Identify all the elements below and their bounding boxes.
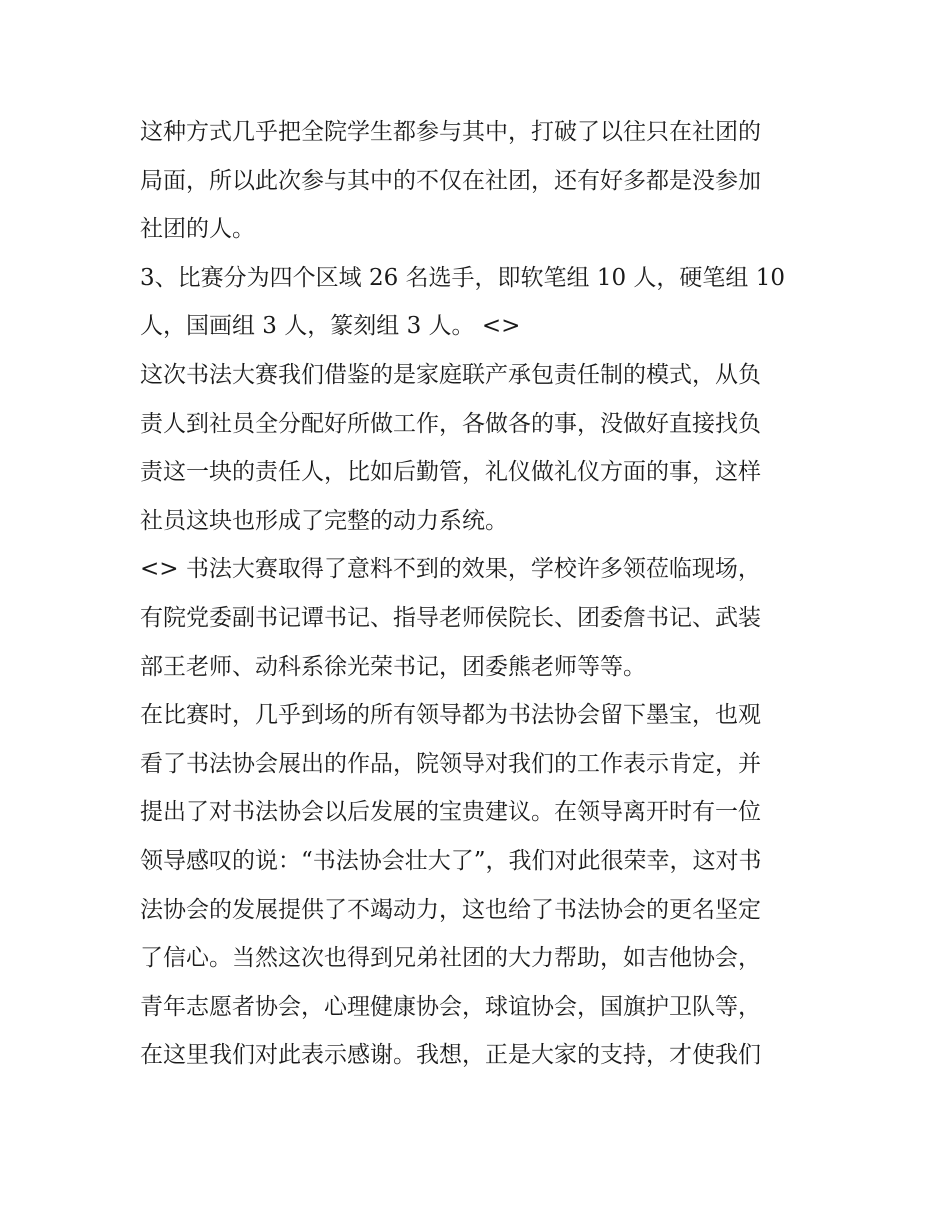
text-line: 在这里我们对此表示感谢。我想，正是大家的支持，才使我们 (140, 1042, 761, 1069)
text-line: 社团的人。 (140, 216, 255, 243)
text-line: 有院党委副书记谭书记、指导老师侯院长、团委詹书记、武装 (140, 604, 761, 631)
text-line: 领导感叹的说：“书法协会壮大了”，我们对此很荣幸，这对书 (140, 847, 762, 874)
text-line: 人，国画组 3 人，篆刻组 3 人。 <> (140, 313, 521, 340)
text-line: 局面，所以此次参与其中的不仅在社团，还有好多都是没参加 (140, 167, 761, 194)
text-line: 这次书法大赛我们借鉴的是家庭联产承包责任制的模式，从负 (140, 361, 761, 388)
text-line: 了信心。当然这次也得到兄弟社团的大力帮助，如吉他协会， (140, 945, 761, 972)
text-line: 这种方式几乎把全院学生都参与其中，打破了以往只在社团的 (140, 119, 761, 145)
text-line: <> 书法大赛取得了意料不到的效果，学校许多领莅临现场， (140, 556, 761, 583)
text-line: 3、比赛分为四个区域 26 名选手，即软笔组 10 人，硬笔组 10 (140, 264, 785, 291)
body-text (140, 108, 816, 1080)
text-line: 社员这块也形成了完整的动力系统。 (140, 507, 508, 534)
text-line: 法协会的发展提供了不竭动力，这也给了书法协会的更名坚定 (140, 896, 761, 923)
text-line: 青年志愿者协会，心理健康协会，球谊协会，国旗护卫队等， (140, 993, 761, 1020)
text-line: 责这一块的责任人，比如后勤管，礼仪做礼仪方面的事，这样 (140, 459, 761, 486)
text-line: 责人到社员全分配好所做工作，各做各的事，没做好直接找负 (140, 410, 761, 437)
text-line: 在比赛时，几乎到场的所有领导都为书法协会留下墨宝，也观 (140, 702, 761, 729)
text-line: 看了书法协会展出的作品，院领导对我们的工作表示肯定，并 (140, 750, 761, 777)
text-line: 提出了对书法协会以后发展的宝贵建议。在领导离开时有一位 (140, 799, 761, 826)
text-line: 部王老师、动科系徐光荣书记，团委熊老师等等。 (140, 653, 646, 680)
